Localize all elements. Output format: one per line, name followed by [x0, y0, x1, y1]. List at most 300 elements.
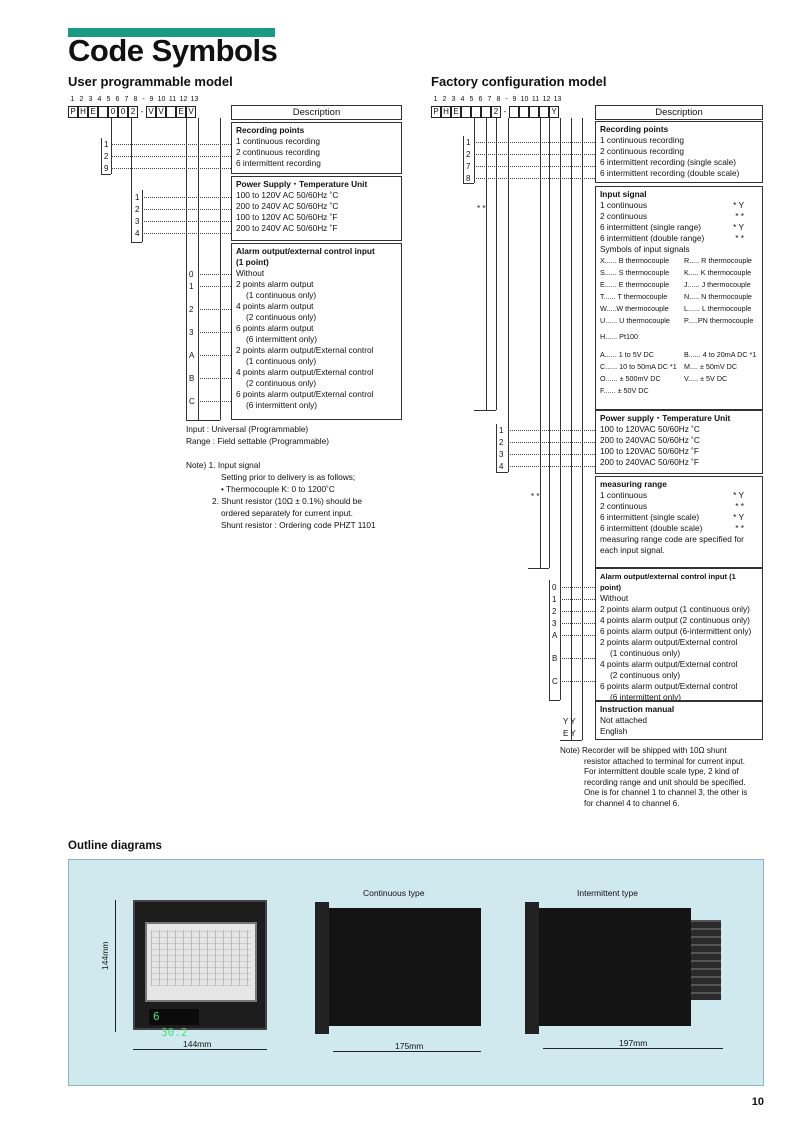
left-note [186, 459, 376, 531]
code-box: H [441, 106, 451, 118]
right-manual-item: English [600, 726, 628, 736]
left-power-code: 2 [135, 205, 140, 214]
right-bracket-manual [560, 740, 582, 741]
height-dimension-line [115, 900, 116, 1032]
leader-dots [560, 599, 595, 600]
code-box: P [431, 106, 441, 118]
left-alarm-sub: (1 continuous only) [246, 290, 317, 300]
left-alarm-item: 6 points alarm output/External control [236, 389, 374, 399]
led-display [149, 1009, 199, 1039]
leader-dots [560, 611, 595, 612]
right-range-item [600, 523, 758, 534]
right-power-item: 100 to 120VAC 50/60Hz ˚F [600, 446, 700, 456]
left-input-line: Input : Universal (Programmable) [186, 424, 309, 434]
leader-dots [560, 623, 595, 624]
right-bracket-alarm-v [549, 580, 550, 700]
right-alarm-item: 4 points alarm output/External control [600, 659, 738, 669]
right-note-line: recording range and unit should be specified. [584, 777, 746, 787]
digit-position: 9 [512, 96, 517, 103]
right-manual-title: Instruction manual [600, 704, 675, 714]
right-connector-power [508, 118, 509, 472]
right-note [560, 746, 747, 809]
right-dc-grid [600, 349, 758, 397]
intermittent-depth-dimension-line [543, 1048, 723, 1049]
continuous-side-view [329, 908, 481, 1026]
right-range-item [600, 490, 758, 501]
right-alarm-sub: (1 continuous only) [610, 648, 681, 658]
right-range-item-mark: * Y [733, 490, 744, 500]
left-alarm-sub: (2 continuous only) [246, 312, 317, 322]
right-alarm-item: 6 points alarm output/External control [600, 681, 738, 691]
right-alarm-item: Without [600, 593, 629, 603]
code-box: 0 [118, 106, 128, 118]
right-alarm-sub: (2 continuous only) [610, 670, 681, 680]
code-box: V [146, 106, 156, 118]
page-number: 10 [751, 1096, 764, 1108]
right-digit-positions [431, 96, 563, 103]
leader-dots [560, 681, 595, 682]
code-box [509, 106, 519, 118]
leader-dots [198, 401, 231, 402]
code-box [481, 106, 491, 118]
chart-grid [151, 930, 251, 986]
leader-dots [198, 332, 231, 333]
left-connector-alarm-c [220, 118, 221, 420]
right-connector-range-a [540, 118, 541, 568]
right-alarm-code: A [552, 631, 558, 640]
right-range-item-text: 1 continuous [600, 490, 648, 500]
right-connector-input-a [486, 118, 487, 410]
code-box [98, 106, 108, 118]
code-separator: - [503, 107, 507, 116]
symbol-entry: E...... E thermocouple [600, 280, 670, 289]
right-input-item-mark: * Y [733, 200, 744, 210]
code-box: V [186, 106, 196, 118]
right-input-item-text: 2 continuous [600, 211, 648, 221]
digit-position: 6 [478, 96, 483, 103]
code-box: V [156, 106, 166, 118]
code-box: E [176, 106, 186, 118]
leader-dots [198, 286, 231, 287]
symbol-entry: V..... ± 5V DC [684, 374, 728, 383]
right-input-item [600, 211, 758, 222]
digit-position: 10 [157, 96, 166, 103]
leader-dots [508, 430, 595, 431]
right-input-box [595, 186, 763, 410]
right-connector-manual-b [582, 118, 583, 740]
right-recording-item: 2 continuous recording [600, 146, 684, 156]
right-connector-input-b [496, 118, 497, 410]
leader-dots [474, 166, 595, 167]
leader-dots [560, 635, 595, 636]
right-section-title: Factory configuration model [431, 74, 607, 89]
right-range-code: * * [531, 492, 540, 501]
left-connector-power [131, 118, 132, 242]
right-range-item-mark: * * [735, 523, 744, 533]
leader-dots [142, 221, 231, 222]
leader-dots [198, 355, 231, 356]
code-box [461, 106, 471, 118]
right-range-foot: measuring range code are specified for [600, 534, 744, 544]
left-input-range [186, 423, 329, 447]
left-note-head: Note) 1. Input signal [186, 460, 261, 470]
right-input-item-mark: * Y [733, 222, 744, 232]
right-alarm-box [595, 568, 763, 701]
digit-position: 11 [168, 96, 177, 103]
left-alarm-item: 6 points alarm output [236, 323, 314, 333]
left-note-line: Setting prior to delivery is as follows; [221, 472, 356, 482]
left-bracket-recording-v [101, 138, 102, 174]
outline-panel [68, 859, 764, 1086]
right-code-row [431, 106, 559, 118]
leader-dots [142, 209, 231, 210]
digit-position: 1 [70, 96, 75, 103]
right-input-title: Input signal [600, 189, 647, 199]
leader-dots [508, 442, 595, 443]
symbol-entry: M.... ± 50mV DC [684, 362, 738, 371]
right-manual-box [595, 701, 763, 740]
right-symbols-title: Symbols of input signals [600, 244, 690, 254]
left-alarm-code: B [189, 374, 195, 383]
leader-dots [474, 154, 595, 155]
left-power-item: 200 to 240V AC 50/60Hz ˚C [236, 201, 339, 211]
right-alarm-code: 3 [552, 619, 557, 628]
right-input-item [600, 222, 758, 233]
right-power-code: 4 [499, 462, 504, 471]
symbol-entry [684, 385, 774, 397]
symbol-entry: C...... 10 to 50mA DC *1 [600, 362, 677, 371]
right-input-item-mark: * * [735, 211, 744, 221]
left-alarm-code: 2 [189, 305, 194, 314]
left-range-line: Range : Field settable (Programmable) [186, 436, 329, 446]
right-recording-box [595, 121, 763, 183]
left-power-item: 200 to 240V AC 50/60Hz ˚F [236, 223, 338, 233]
right-bracket-input [474, 410, 496, 411]
left-note-line: 2. Shunt resistor (10Ω ± 0.1%) should be [212, 496, 363, 506]
leader-dots [508, 466, 595, 467]
left-alarm-item: 2 points alarm output [236, 279, 314, 289]
right-bracket-power [496, 472, 508, 473]
digit-position: 11 [531, 96, 540, 103]
leader-dots [560, 587, 595, 588]
front-width-label: 144mm [183, 1039, 212, 1049]
code-box: Y [549, 106, 559, 118]
digit-position: 12 [179, 96, 188, 103]
symbol-entry: N..... N thermocouple [684, 292, 752, 301]
right-input-item [600, 233, 758, 244]
led-channel: 6 [153, 1010, 160, 1023]
left-recording-item: 1 continuous recording [236, 136, 320, 146]
digit-position: 7 [487, 96, 492, 103]
left-digit-positions [68, 96, 200, 103]
digit-position: 1 [433, 96, 438, 103]
left-power-code: 1 [135, 193, 140, 202]
left-alarm-sub: (6 intermittent only) [246, 334, 318, 344]
right-range-item-mark: * * [735, 501, 744, 511]
digit-position: 13 [553, 96, 562, 103]
right-alarm-item: 2 points alarm output (1 continuous only) [600, 604, 750, 614]
symbol-entry: R..... R thermocouple [684, 256, 752, 265]
right-connector-range-b [549, 118, 550, 568]
left-code-row [68, 106, 196, 118]
right-alarm-sub: (6 intermittent only) [610, 692, 682, 702]
right-recording-code: 8 [466, 174, 471, 183]
left-alarm-sub: (6 intermittent only) [246, 400, 318, 410]
digit-position: 12 [542, 96, 551, 103]
code-box: 2 [128, 106, 138, 118]
code-box [539, 106, 549, 118]
right-range-item-text: 6 intermittent (single scale) [600, 512, 700, 522]
right-manual-code: E Y [563, 729, 576, 738]
left-power-box [231, 176, 402, 241]
right-alarm-code: C [552, 677, 558, 686]
digit-position: 8 [133, 96, 138, 103]
led-value: 30.2 [161, 1026, 188, 1039]
right-alarm-item: 4 points alarm output (2 continuous only) [600, 615, 750, 625]
symbol-entry: B...... 4 to 20mA DC *1 [684, 350, 757, 359]
left-note-line: • Thermocouple K: 0 to 1200˚C [221, 484, 335, 494]
symbol-entry: J...... J thermocouple [684, 280, 751, 289]
right-alarm-item: 6 points alarm output (6-intermittent only) [600, 626, 752, 636]
symbol-entry: F...... ± 50V DC [600, 386, 649, 395]
left-recording-item: 2 continuous recording [236, 147, 320, 157]
digit-position: 8 [496, 96, 501, 103]
right-power-code: 1 [499, 426, 504, 435]
code-box: H [78, 106, 88, 118]
leader-dots [474, 142, 595, 143]
left-bracket-power [131, 242, 142, 243]
right-note-line: resistor attached to terminal for current input. [584, 756, 746, 766]
right-input-item-text: 1 continuous [600, 200, 648, 210]
right-range-foot: each input signal. [600, 545, 665, 555]
right-alarm-code: 0 [552, 583, 557, 592]
right-input-code: * * [477, 204, 486, 213]
left-recording-item: 6 intermittent recording [236, 158, 321, 168]
digit-position: - [505, 96, 508, 103]
left-alarm-box [231, 243, 402, 420]
code-box [519, 106, 529, 118]
right-recording-item: 1 continuous recording [600, 135, 684, 145]
digit-position: 7 [124, 96, 129, 103]
left-alarm-item: Without [236, 268, 265, 278]
left-section-title: User programmable model [68, 74, 233, 89]
recorder-front-view [133, 900, 267, 1039]
digit-position: 5 [106, 96, 111, 103]
left-connector-alarm-a [186, 118, 187, 420]
right-range-item-text: 2 continuous [600, 501, 648, 511]
code-box: 0 [108, 106, 118, 118]
right-manual-code: Y Y [563, 717, 576, 726]
right-note-line: Note) Recorder will be shipped with 10Ω shunt [560, 746, 727, 755]
digit-position: 6 [115, 96, 120, 103]
right-alarm-code: 2 [552, 607, 557, 616]
left-power-code: 4 [135, 229, 140, 238]
left-alarm-item: 2 points alarm output/External control [236, 345, 374, 355]
right-symbols-grid [600, 255, 758, 327]
symbol-entry: W.....W thermocouple [600, 304, 669, 313]
symbol-entry: P.....PN thermocouple [684, 316, 754, 325]
code-box [166, 106, 176, 118]
right-input-item-mark: * * [735, 233, 744, 243]
right-recording-code: 7 [466, 162, 471, 171]
right-recording-title: Recording points [600, 124, 669, 134]
symbol-entry: O...... ± 500mV DC [600, 374, 661, 383]
right-note-line: For intermittent double scale type, 2 kind of [584, 767, 739, 776]
right-input-item [600, 200, 758, 211]
digit-position: 3 [451, 96, 456, 103]
left-power-title: Power Supply・Temperature Unit [236, 179, 368, 189]
left-power-item: 100 to 120V AC 50/60Hz ˚F [236, 212, 338, 222]
continuous-bezel [315, 902, 329, 1034]
left-alarm-code: A [189, 351, 195, 360]
right-range-item [600, 512, 758, 523]
right-alarm-code: B [552, 654, 558, 663]
right-recording-code: 1 [466, 138, 471, 147]
left-alarm-code: 0 [189, 270, 194, 279]
left-note-line: ordered separately for current input. [221, 508, 353, 518]
right-alarm-item: 2 points alarm output/External control [600, 637, 738, 647]
left-recording-code: 1 [104, 140, 109, 149]
left-alarm-title2: (1 point) [236, 257, 269, 267]
right-power-code: 2 [499, 438, 504, 447]
left-description-header: Description [231, 105, 402, 120]
left-alarm-code: C [189, 397, 195, 406]
digit-position: - [142, 96, 145, 103]
right-range-box [595, 476, 763, 568]
right-power-box [595, 410, 763, 474]
leader-dots [111, 168, 231, 169]
code-box [529, 106, 539, 118]
intermittent-bezel [525, 902, 539, 1034]
left-connector-alarm-b [198, 118, 199, 420]
symbol-entry: U...... U thermocouple [600, 316, 670, 325]
code-box: E [88, 106, 98, 118]
right-alarm-title: Alarm output/external control input (1 point) [600, 572, 736, 592]
code-box [471, 106, 481, 118]
digit-position: 2 [79, 96, 84, 103]
leader-dots [560, 658, 595, 659]
left-alarm-title: Alarm output/external control input [236, 246, 375, 256]
digit-position: 2 [442, 96, 447, 103]
left-alarm-item: 4 points alarm output [236, 301, 314, 311]
intermittent-depth-label: 197mm [619, 1038, 648, 1048]
left-bracket-recording [101, 174, 111, 175]
right-connector-manual-a [571, 118, 572, 740]
right-connector-alarm [560, 118, 561, 700]
leader-dots [198, 378, 231, 379]
right-power-code: 3 [499, 450, 504, 459]
right-power-item: 200 to 240VAC 50/60Hz ˚F [600, 457, 700, 467]
leader-dots [111, 144, 231, 145]
symbol-entry: K..... K thermocouple [684, 268, 752, 277]
left-recording-code: 2 [104, 152, 109, 161]
outline-title: Outline diagrams [68, 840, 162, 852]
leader-dots [142, 197, 231, 198]
right-connector-recording [474, 118, 475, 183]
digit-position: 4 [97, 96, 102, 103]
digit-position: 10 [520, 96, 529, 103]
left-note-line: Shunt resistor : Ordering code PHZT 1101 [221, 520, 376, 530]
symbol-entry: X...... B thermocouple [600, 256, 670, 265]
left-alarm-item: 4 points alarm output/External control [236, 367, 374, 377]
right-manual-item: Not attached [600, 715, 648, 725]
right-bracket-power-v [496, 424, 497, 472]
left-connector-recording [111, 118, 112, 174]
symbol-entry: L...... L thermocouple [684, 304, 752, 313]
right-bracket-range [528, 568, 549, 569]
right-note-line: One is for channel 1 to channel 3, the other is [584, 788, 748, 797]
chart-paper [145, 922, 257, 1002]
right-pt100: H...... Pt100 [600, 332, 638, 341]
left-power-code: 3 [135, 217, 140, 226]
intermittent-terminal-block [691, 920, 721, 1000]
front-height-label: 144mm [100, 941, 110, 970]
right-note-line: for channel 4 to channel 6. [584, 798, 680, 808]
leader-dots [198, 309, 231, 310]
left-bracket-alarm [186, 420, 220, 421]
left-alarm-sub: (1 continuous only) [246, 356, 317, 366]
right-input-item-text: 6 intermittent (double range) [600, 233, 705, 243]
right-power-item: 100 to 120VAC 50/60Hz ˚C [600, 424, 700, 434]
digit-position: 9 [149, 96, 154, 103]
right-power-item: 200 to 240VAC 50/60Hz ˚C [600, 435, 700, 445]
left-alarm-code: 1 [189, 282, 194, 291]
code-box: E [451, 106, 461, 118]
right-bracket-recording [463, 183, 474, 184]
left-recording-title: Recording points [236, 125, 305, 135]
right-range-item [600, 501, 758, 512]
continuous-depth-label: 175mm [395, 1041, 424, 1051]
leader-dots [198, 274, 231, 275]
right-range-item-text: 6 intermittent (double scale) [600, 523, 703, 533]
left-alarm-code: 3 [189, 328, 194, 337]
right-input-item-text: 6 intermittent (single range) [600, 222, 701, 232]
continuous-depth-dimension-line [333, 1051, 481, 1052]
code-box: P [68, 106, 78, 118]
symbol-entry: T...... T thermocouple [600, 292, 668, 301]
left-recording-code: 9 [104, 164, 109, 173]
digit-position: 13 [190, 96, 199, 103]
code-box: 2 [491, 106, 501, 118]
intermittent-side-view [539, 908, 691, 1026]
symbol-entry: S...... S thermocouple [600, 268, 670, 277]
leader-dots [111, 156, 231, 157]
digit-position: 4 [460, 96, 465, 103]
leader-dots [508, 454, 595, 455]
code-separator: - [140, 107, 144, 116]
right-recording-item: 6 intermittent recording (double scale) [600, 168, 740, 178]
leader-dots [142, 233, 231, 234]
digit-position: 5 [469, 96, 474, 103]
right-recording-item: 6 intermittent recording (single scale) [600, 157, 737, 167]
page-title: Code Symbols [68, 33, 278, 68]
left-alarm-sub: (2 continuous only) [246, 378, 317, 388]
right-description-header: Description [595, 105, 763, 120]
right-alarm-code: 1 [552, 595, 557, 604]
front-width-dimension-line [133, 1049, 267, 1050]
left-power-item: 100 to 120V AC 50/60Hz ˚C [236, 190, 339, 200]
right-range-item-mark: * Y [733, 512, 744, 522]
right-recording-code: 2 [466, 150, 471, 159]
right-bracket-recording-v [463, 136, 464, 183]
intermittent-type-label: Intermittent type [577, 888, 638, 898]
right-range-title: measuring range [600, 479, 667, 489]
left-recording-box [231, 122, 402, 174]
leader-dots [474, 178, 595, 179]
digit-position: 3 [88, 96, 93, 103]
continuous-type-label: Continuous type [363, 888, 425, 898]
symbol-entry: A...... 1 to 5V DC [600, 350, 654, 359]
